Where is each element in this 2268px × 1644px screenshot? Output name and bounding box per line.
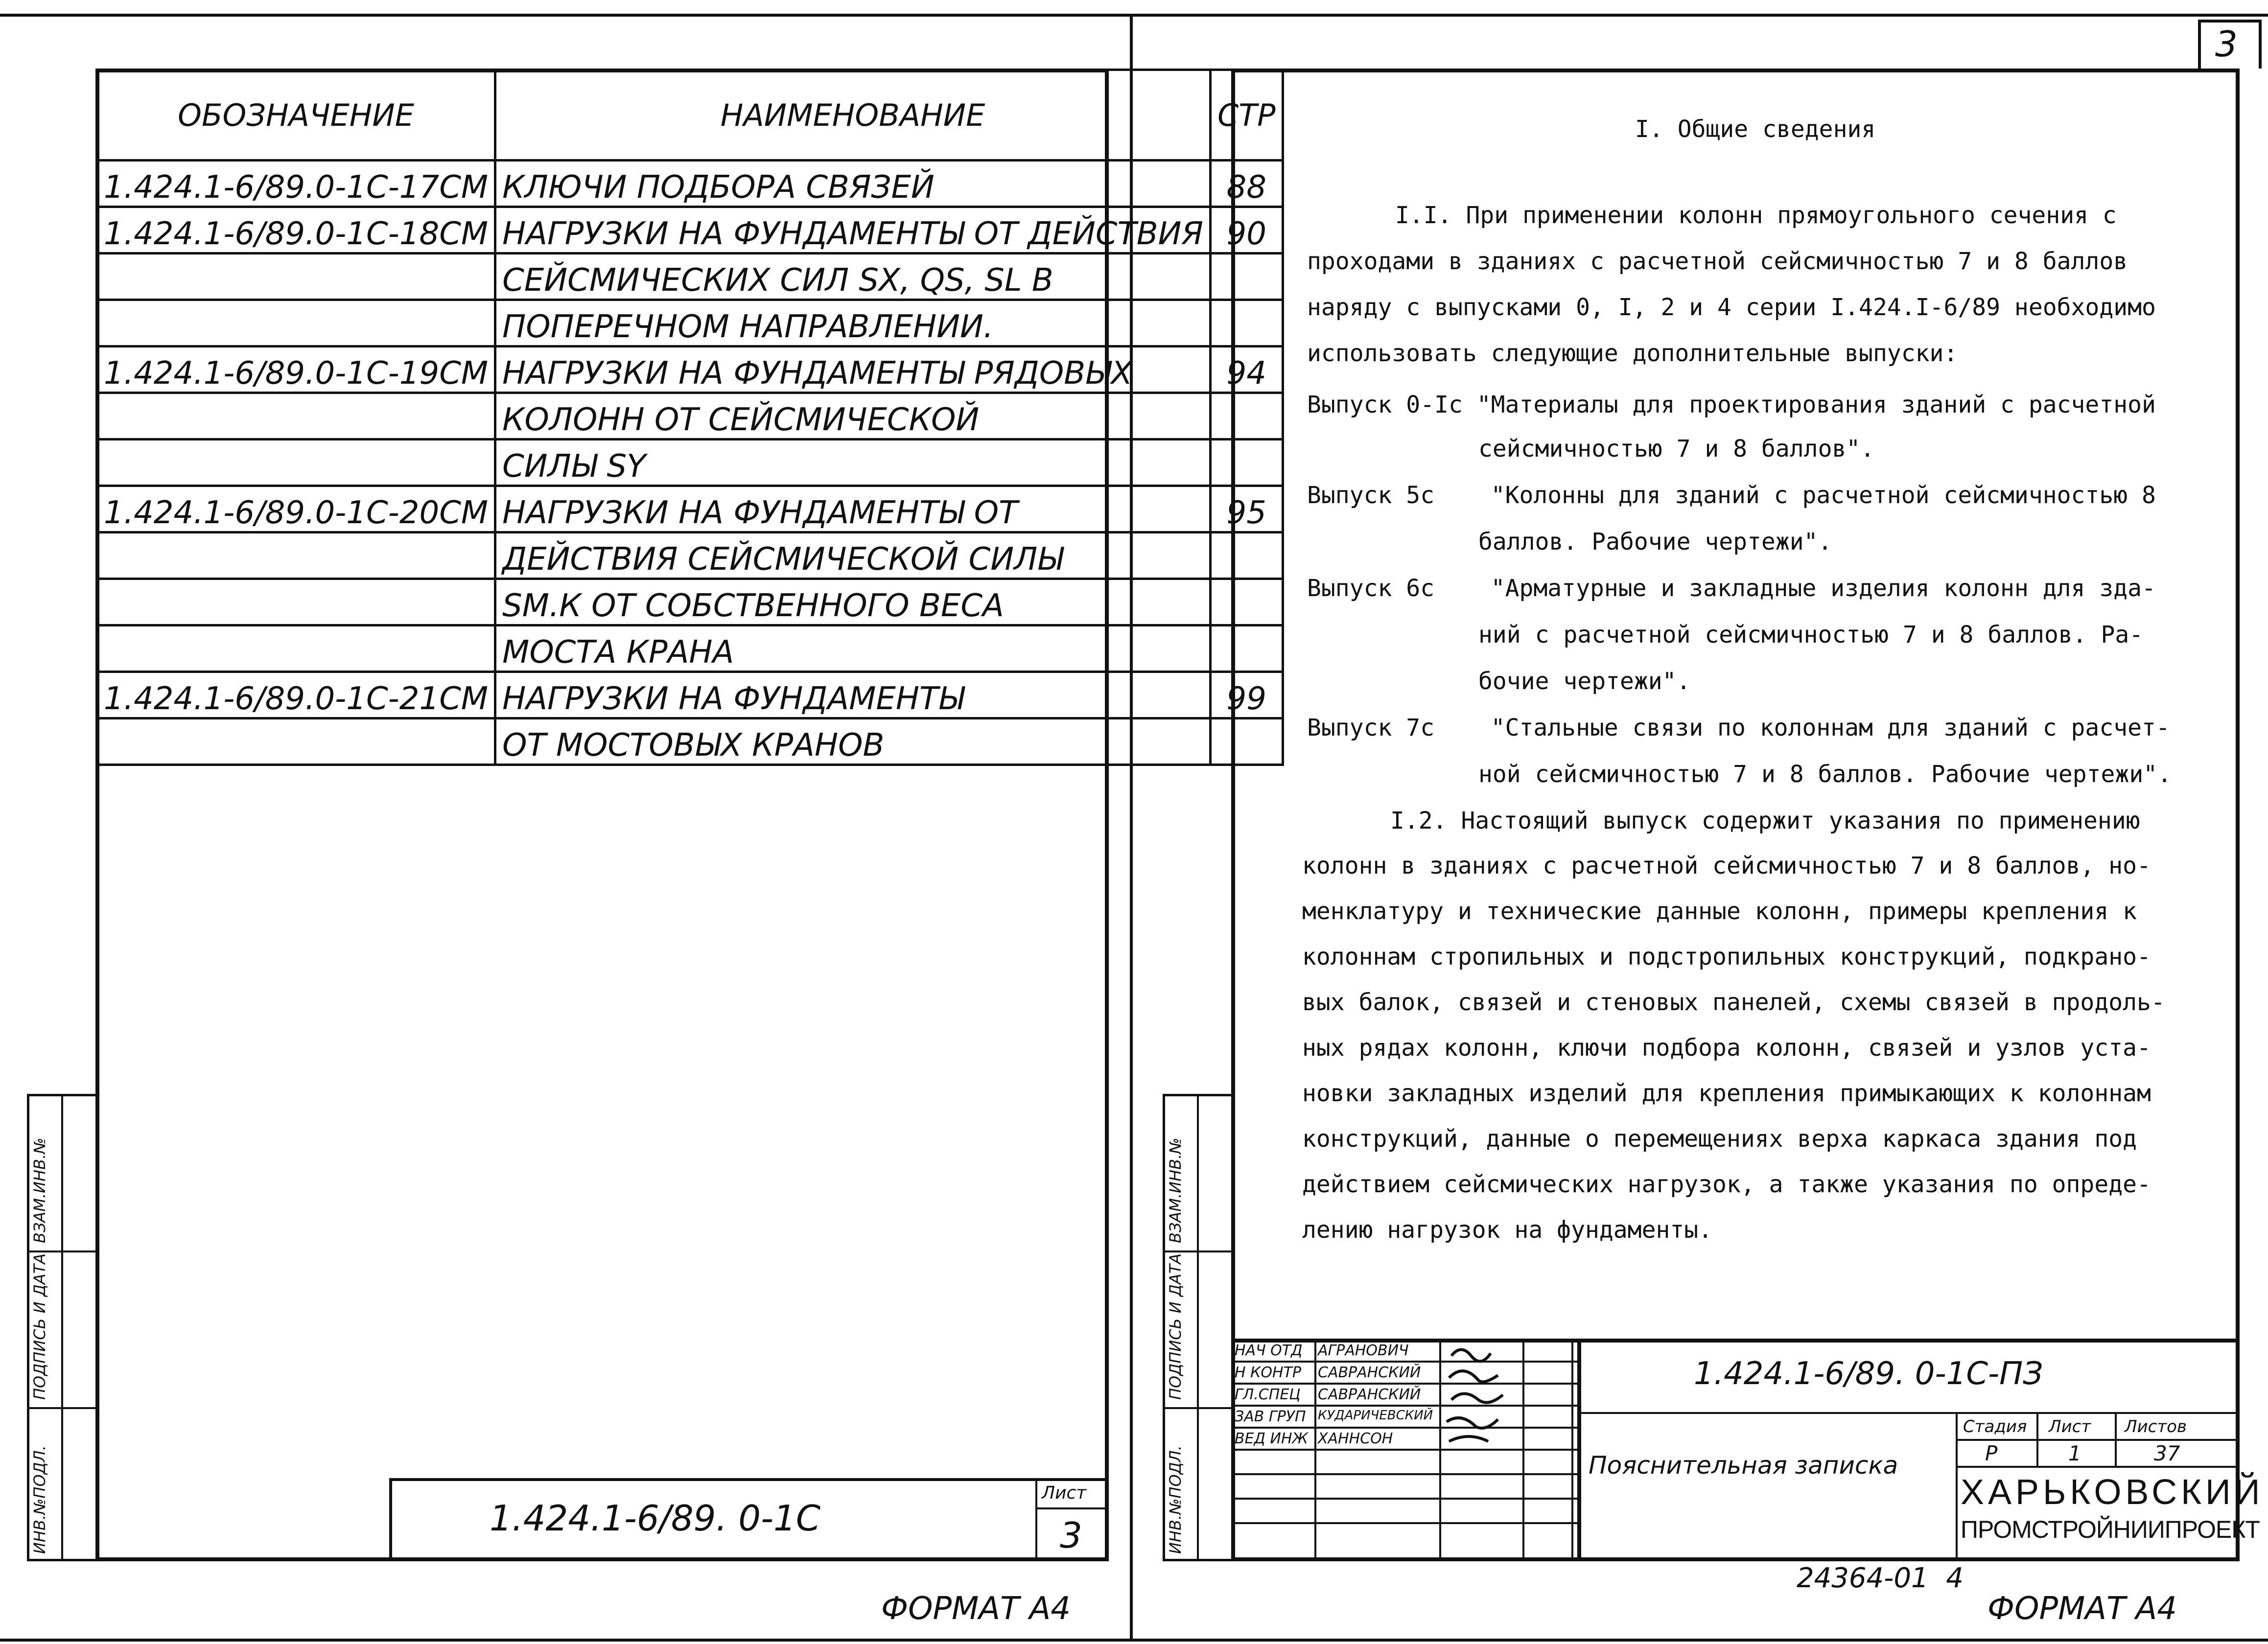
row-designation bbox=[97, 393, 495, 440]
side-label-signature: ПОДПИСЬ И ДАТА bbox=[30, 1253, 49, 1400]
row-designation: 1.424.1-6/89.0-1С-21СМ bbox=[97, 672, 495, 718]
row-page: 94 bbox=[1210, 347, 1283, 393]
text-line: ных рядах колонн, ключи подбора колонн, связей и узлов уста- bbox=[1302, 1034, 2151, 1062]
stamp-person: АГРАНОВИЧ bbox=[1318, 1342, 1409, 1359]
stamp-person: САВРАНСКИЙ bbox=[1318, 1364, 1421, 1381]
stamp-row-line bbox=[1231, 1473, 1579, 1475]
text-line: колоннам стропильных и подстропильных конструкций, подкрано- bbox=[1302, 943, 2151, 971]
stamp-role: НАЧ ОТД bbox=[1235, 1342, 1303, 1359]
text-line: конструкций, данные о перемещениях верха каркаса здания под bbox=[1302, 1125, 2137, 1153]
stamp-col-line bbox=[1956, 1412, 1958, 1561]
text-line: наряду с выпусками 0, I, 2 и 4 серии I.424.I-6/89 необходимо bbox=[1307, 294, 2156, 321]
row-name: НАГРУЗКИ НА ФУНДАМЕНТЫ bbox=[495, 672, 1211, 718]
sheet-value: 1 bbox=[2068, 1441, 2081, 1465]
row-page: 99 bbox=[1210, 672, 1283, 718]
contents-table bbox=[95, 69, 1284, 766]
stamp-divider bbox=[1035, 1478, 1037, 1561]
stamp-row-line bbox=[1956, 1439, 2240, 1441]
row-name: НАГРУЗКИ НА ФУНДАМЕНТЫ РЯДОВЫХ bbox=[495, 347, 1211, 393]
text-line: баллов. Рабочие чертежи". bbox=[1478, 528, 1832, 556]
table-row bbox=[97, 393, 1283, 440]
side-label-replacement: ВЗАМ.ИНВ.№ bbox=[30, 1137, 49, 1243]
row-designation bbox=[97, 440, 495, 486]
section-heading: I. Общие сведения bbox=[1635, 116, 1876, 143]
row-page: 95 bbox=[1210, 486, 1283, 533]
text-line: Выпуск 0-Iс "Материалы для проектирования зданий с расчетной bbox=[1307, 391, 2156, 418]
row-name: НАГРУЗКИ НА ФУНДАМЕНТЫ ОТ bbox=[495, 486, 1211, 533]
stamp-person: КУДАРИЧЕВСКИЙ bbox=[1318, 1408, 1433, 1423]
header-designation: ОБОЗНАЧЕНИЕ bbox=[97, 70, 495, 161]
header-page: СТР bbox=[1210, 70, 1283, 161]
row-designation: 1.424.1-6/89.0-1С-17СМ bbox=[97, 161, 495, 207]
stamp-row-line bbox=[1231, 1522, 1579, 1524]
row-designation bbox=[97, 625, 495, 672]
text-line: менклатуру и технические данные колонн, примеры крепления к bbox=[1302, 898, 2137, 925]
stamp-person: ХАННСОН bbox=[1318, 1430, 1393, 1447]
page-top-border bbox=[0, 14, 2268, 17]
table-row bbox=[97, 579, 1283, 625]
contents-rows bbox=[97, 161, 1283, 765]
left-stamp-sheet-label: Лист bbox=[1042, 1483, 1087, 1503]
side-label-replacement: ВЗАМ.ИНВ.№ bbox=[1166, 1137, 1185, 1243]
text-line: использовать следующие дополнительные выпуски: bbox=[1307, 340, 1958, 367]
stamp-row-line bbox=[1231, 1449, 1579, 1451]
text-line: I.I. При применении колонн прямоугольного сечения с bbox=[1395, 202, 2117, 229]
text-line: новки закладных изделий для крепления примыкающих к колоннам bbox=[1302, 1080, 2151, 1107]
sheets-value: 37 bbox=[2154, 1441, 2180, 1465]
strip-inner-line bbox=[1197, 1094, 1199, 1561]
text-line: вых балок, связей и стеновых панелей, схемы связей в продоль- bbox=[1302, 989, 2165, 1016]
left-format-label: ФОРМАТ А4 bbox=[881, 1591, 1071, 1627]
right-format-label: ФОРМАТ А4 bbox=[1987, 1591, 2177, 1627]
left-stamp-sheet-number: 3 bbox=[1060, 1515, 1082, 1556]
text-line: лению нагрузок на фундаменты. bbox=[1302, 1216, 1713, 1244]
row-name: SM.К ОТ СОБСТВЕННОГО ВЕСА bbox=[495, 579, 1211, 625]
table-row bbox=[97, 440, 1283, 486]
text-line: действием сейсмических нагрузок, а также указания по опреде- bbox=[1302, 1171, 2151, 1198]
row-page: 88 bbox=[1210, 161, 1283, 207]
archive-number: 24364-01 4 bbox=[1797, 1562, 1964, 1594]
row-name: МОСТА КРАНА bbox=[495, 625, 1211, 672]
row-designation: 1.424.1-6/89.0-1С-18СМ bbox=[97, 207, 495, 254]
row-name: СЕЙСМИЧЕСКИХ СИЛ SX, QS, SL В bbox=[495, 254, 1211, 300]
stamp-row-line bbox=[1231, 1383, 1579, 1385]
stamp-row-line bbox=[1956, 1466, 2240, 1468]
table-row bbox=[97, 347, 1283, 393]
text-line: ний с расчетной сейсмичностью 7 и 8 баллов. Ра- bbox=[1478, 621, 2144, 648]
signature-marks bbox=[1442, 1341, 1525, 1449]
table-row bbox=[97, 533, 1283, 579]
table-row bbox=[97, 161, 1283, 207]
table-row bbox=[97, 486, 1283, 533]
stamp-role: ЗАВ ГРУП bbox=[1235, 1408, 1306, 1425]
table-row bbox=[97, 300, 1283, 347]
row-designation: 1.424.1-6/89.0-1С-19СМ bbox=[97, 347, 495, 393]
org-line-2: ПРОМСТРОЙНИИПРОЕКТ bbox=[1961, 1516, 2260, 1543]
row-designation bbox=[97, 718, 495, 765]
stamp-code: 1.424.1-6/89. 0-1С-ПЗ bbox=[1694, 1356, 2043, 1392]
stamp-row-line bbox=[1579, 1412, 2240, 1414]
table-row bbox=[97, 718, 1283, 765]
corner-number: 3 bbox=[2215, 23, 2238, 65]
row-name: КЛЮЧИ ПОДБОРА СВЯЗЕЙ bbox=[495, 161, 1211, 207]
stage-label: Стадия bbox=[1963, 1417, 2027, 1436]
text-line: Выпуск 6с "Арматурные и закладные изделия колонн для зда- bbox=[1307, 575, 2156, 602]
row-name: КОЛОНН ОТ СЕЙСМИЧЕСКОЙ bbox=[495, 393, 1211, 440]
text-line: I.2. Настоящий выпуск содержит указания по применению bbox=[1390, 807, 2140, 834]
text-line: ной сейсмичностью 7 и 8 баллов. Рабочие чертежи". bbox=[1478, 761, 2172, 788]
table-row bbox=[97, 625, 1283, 672]
row-name: СИЛЫ SY bbox=[495, 440, 1211, 486]
document-title: Пояснительная записка bbox=[1589, 1451, 1898, 1480]
row-designation: 1.424.1-6/89.0-1С-20СМ bbox=[97, 486, 495, 533]
text-line: бочие чертежи". bbox=[1478, 668, 1691, 695]
stamp-divider bbox=[1035, 1507, 1109, 1509]
row-designation bbox=[97, 300, 495, 347]
stamp-row-line bbox=[1231, 1498, 1579, 1500]
page-bottom-border bbox=[0, 1639, 2268, 1642]
row-name: ОТ МОСТОВЫХ КРАНОВ bbox=[495, 718, 1211, 765]
stamp-person: САВРАНСКИЙ bbox=[1318, 1386, 1421, 1403]
sheet-label: Лист bbox=[2049, 1417, 2091, 1436]
side-label-inventory: ИНВ.№ПОДЛ. bbox=[1166, 1445, 1185, 1554]
table-row bbox=[97, 207, 1283, 254]
strip-inner-line bbox=[61, 1094, 63, 1561]
stamp-row-line bbox=[1231, 1405, 1579, 1407]
text-line: проходами в зданиях с расчетной сейсмичностью 7 и 8 баллов bbox=[1307, 248, 2128, 275]
side-label-signature: ПОДПИСЬ И ДАТА bbox=[1166, 1253, 1185, 1400]
row-designation bbox=[97, 533, 495, 579]
organization-name bbox=[1961, 1471, 2264, 1545]
text-line: колонн в зданиях с расчетной сейсмичностью 7 и 8 баллов, но- bbox=[1302, 852, 2151, 880]
stamp-role: ВЕД ИНЖ bbox=[1235, 1430, 1308, 1447]
header-name: НАИМЕНОВАНИЕ bbox=[495, 70, 1211, 161]
org-line-1: ХАРЬКОВСКИЙ bbox=[1961, 1473, 2264, 1512]
sheets-label: Листов bbox=[2125, 1417, 2187, 1436]
text-line: Выпуск 5с "Колонны для зданий с расчетной сейсмичностью 8 bbox=[1307, 482, 2156, 509]
side-label-inventory: ИНВ.№ПОДЛ. bbox=[30, 1445, 49, 1554]
stage-value: Р bbox=[1985, 1441, 1998, 1465]
row-designation bbox=[97, 254, 495, 300]
table-row bbox=[97, 672, 1283, 718]
row-name: НАГРУЗКИ НА ФУНДАМЕНТЫ ОТ ДЕЙСТВИЯ bbox=[495, 207, 1211, 254]
stamp-row-line bbox=[1231, 1427, 1579, 1429]
text-line: Выпуск 7с "Стальные связи по колоннам для зданий с расчет- bbox=[1307, 714, 2170, 741]
left-stamp-code: 1.424.1-6/89. 0-1С bbox=[490, 1498, 821, 1539]
stamp-role: ГЛ.СПЕЦ bbox=[1235, 1386, 1301, 1403]
row-name: ПОПЕРЕЧНОМ НАПРАВЛЕНИИ. bbox=[495, 300, 1211, 347]
stamp-row-line bbox=[1231, 1361, 1579, 1363]
text-line: сейсмичностью 7 и 8 баллов". bbox=[1478, 435, 1875, 463]
table-row bbox=[97, 254, 1283, 300]
row-designation bbox=[97, 579, 495, 625]
row-name: ДЕЙСТВИЯ СЕЙСМИЧЕСКОЙ СИЛЫ bbox=[495, 533, 1211, 579]
row-page: 90 bbox=[1210, 207, 1283, 254]
stamp-role: Н КОНТР bbox=[1235, 1364, 1301, 1381]
